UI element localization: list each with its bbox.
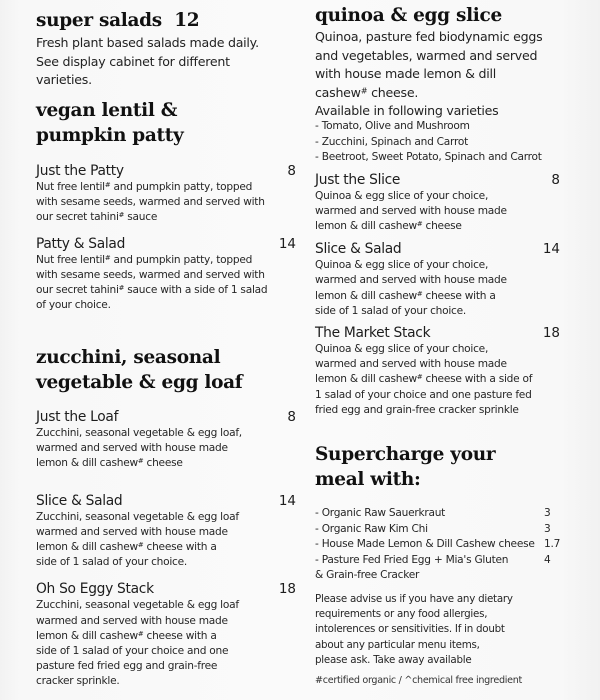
menu-item-oh-so-eggy-stack <box>36 580 296 689</box>
availability-label: Available in following varieties <box>315 103 499 118</box>
quinoa-slice-heading: quinoa & egg slice <box>315 5 502 26</box>
item-name: Oh So Eggy Stack <box>36 581 154 598</box>
item-price: 8 <box>551 171 560 188</box>
menu-item-patty-and-salad <box>36 235 296 314</box>
item-price: 14 <box>542 241 560 258</box>
item-description: Quinoa & egg slice of your choice, warmed and served with house made lemon & dill cashew# cheese <box>315 189 507 232</box>
menu-item-the-market-stack <box>315 324 570 418</box>
menu-item-slice-and-salad-loaf <box>36 492 296 571</box>
supercharge-section <box>315 442 570 584</box>
item-description: Zucchini, seasonal vegetable & egg loaf warmed and served with house made lemon & dill cashew# cheese with a side of 1 salad of your choice. <box>36 510 239 569</box>
item-price: 18 <box>542 324 560 341</box>
addon-item: - Organic Raw Kim Chi 3 <box>315 522 551 535</box>
item-price: 14 <box>278 492 296 509</box>
menu-item-just-the-loaf <box>36 408 296 472</box>
super-salads-heading: super salads 12 <box>36 10 200 31</box>
addon-item: - House Made Lemon & Dill Cashew cheese 1.7 <box>315 538 561 550</box>
item-description: Quinoa & egg slice of your choice, warmed and served with house made lemon & dill cashew# cheese with a side of 1 salad of your choice and one pasture fed fried egg and grain-free cracker sprinkle <box>315 342 533 416</box>
item-name: Patty & Salad <box>36 235 126 252</box>
footnote: #certified organic / ^chemical free ingredient <box>315 675 522 687</box>
item-price: 8 <box>287 163 296 179</box>
supercharge-heading: Supercharge your meal with: <box>315 444 496 490</box>
menu-item-just-the-slice <box>315 171 570 235</box>
item-name: Just the Loaf <box>36 409 119 425</box>
item-description: Zucchini, seasonal vegetable & egg loaf, warmed and served with house made lemon & dill cashew# cheese <box>36 427 242 470</box>
item-price: 18 <box>278 581 296 598</box>
addon-item: - Organic Raw Sauerkraut 3 <box>315 507 551 519</box>
item-description: Nut free lentil# and pumpkin patty, topped with sesame seeds, warmed and served with our secret tahini# sauce with a side of 1 salad of your choice. <box>36 253 268 312</box>
vegan-patty-heading: vegan lentil & pumpkin patty <box>36 100 184 146</box>
quinoa-slice-description: Quinoa, pasture fed biodynamic eggs and vegetables, warmed and served with house made lemon & dill cashew# cheese. <box>315 29 543 100</box>
super-salads-description: Fresh plant based salads made daily. See display cabinet for different varieties. <box>36 35 259 87</box>
varieties-list <box>315 119 570 166</box>
addon-continuation: & Grain-free Cracker <box>315 569 420 581</box>
item-name: Slice & Salad <box>315 241 402 258</box>
variety-item: - Tomato, Olive and Mushroom <box>315 120 470 132</box>
variety-item: - Zucchini, Spinach and Carrot <box>315 135 468 148</box>
item-price: 8 <box>287 409 296 425</box>
item-description: Zucchini, seasonal vegetable & egg loaf warmed and served with house made lemon & dill cashew# cheese with a side of 1 salad of your choice and one pasture fed fried egg and grain-free cracker sprinkle. <box>36 599 239 688</box>
zucchini-loaf-section <box>36 345 296 690</box>
item-description: Nut free lentil# and pumpkin patty, topped with sesame seeds, warmed and served with our secret tahini# sauce <box>36 180 265 224</box>
vegan-patty-section <box>36 98 296 313</box>
item-name: The Market Stack <box>315 324 431 341</box>
addon-item: - Pasture Fed Fried Egg + Mia's Gluten 4 <box>315 553 551 566</box>
variety-item: - Beetroot, Sweet Potato, Spinach and Carrot <box>315 151 542 163</box>
dietary-notice: Please advise us if you have any dietary requirements or any food allergies, intolerences or sensitivities. If in doubt about any particular menu items, please ask. Take away available #certified organic / ^chemical free ingredient <box>315 592 570 687</box>
addons-list <box>315 506 570 584</box>
menu-item-slice-and-salad <box>315 240 570 319</box>
item-price: 14 <box>278 235 296 252</box>
quinoa-slice-section <box>315 4 570 418</box>
item-name: Slice & Salad <box>36 492 123 509</box>
super-salads-section <box>36 9 296 90</box>
item-name: Just the Patty <box>36 163 124 179</box>
menu-item-just-the-patty <box>36 162 296 226</box>
item-name: Just the Slice <box>315 171 401 188</box>
zucchini-loaf-heading: zucchini, seasonal vegetable & egg loaf <box>36 347 243 393</box>
item-description: Quinoa & egg slice of your choice, warmed and served with house made lemon & dill cashew# cheese with a side of 1 salad of your choice. <box>315 259 507 317</box>
